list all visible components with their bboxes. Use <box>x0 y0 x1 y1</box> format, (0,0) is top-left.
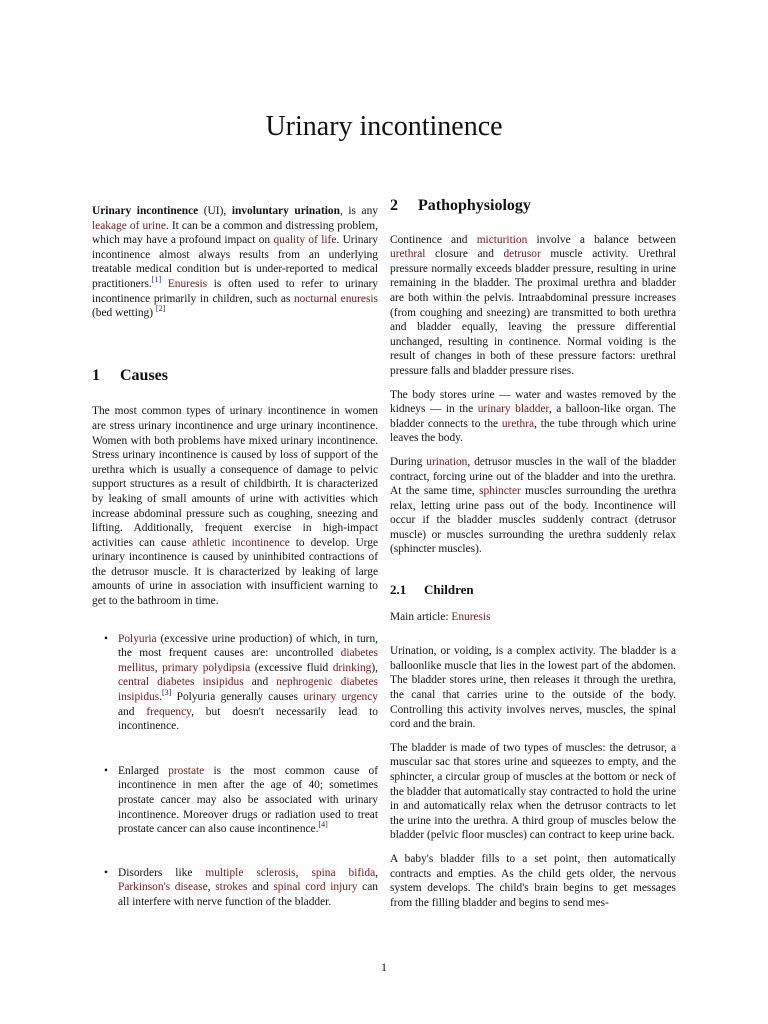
section-title: Causes <box>120 366 169 384</box>
paragraph: The body stores urine — water and wastes removed by the kidneys — in the urinary bladder, a balloon-like organ. The bladder connects to the urethra, the tube through which urine leaves the body. <box>390 388 676 445</box>
wiki-link[interactable]: diabetes mellitus <box>118 647 378 674</box>
wiki-link[interactable]: leakage of urine <box>92 219 166 232</box>
wiki-link[interactable]: urination <box>426 455 468 468</box>
bold-term: involuntary urination <box>231 205 340 217</box>
wiki-link[interactable]: central diabetes insipidus <box>118 676 244 689</box>
left-column <box>92 204 378 910</box>
section-number: 2 <box>390 197 398 214</box>
list-item: • Disorders like multiple sclerosis, spina bifida, Parkinson's disease, strokes and spinal cord injury can all interfere with nerve function of the bladder. <box>118 866 378 910</box>
paragraph: A baby's bladder fills to a set point, then automatically contracts and empties. As the child gets older, the nervous system develops. The child's brain begins to get messages from the filling bladder and begins to send mes- <box>390 852 676 909</box>
subsection-title: Children <box>424 582 474 598</box>
wiki-link[interactable]: urethra <box>501 417 535 430</box>
main-article-note: Main article: Enuresis <box>390 610 491 623</box>
page-title: Urinary incontinence <box>265 111 503 142</box>
wiki-link[interactable]: sphincter <box>479 485 521 498</box>
section-title: Pathophysiology <box>418 197 531 214</box>
list-item: • Enlarged prostate is the most common cause of incontinence in men after the age of 40; sometimes prostate cancer may also be associated with urinary incontinence. Moreover drugs or radiation used to treat prostate cancer can also cause incontinence.[4] <box>118 764 378 837</box>
causes-paragraph: The most common types of urinary incontinence in women are stress urinary incontinence and urge urinary incontinence. Women with both problems have mixed urinary incontinence. Stress urinary incontinence is caused by loss of support of the urethra which is usually a consequence of damage to pelvic support structures as a result of childbirth. It is characterized by leaking of small amounts of urine with activities which increase abdominal pressure such as coughing, sneezing and lifting. Additionally, frequent exercise in high-impact activities can cause athletic incontinence to develop. Urge urinary incontinence is caused by uninhibited contractions of the detrusor muscle. It is characterized by leaking of large amounts of urine in association with insufficient warning to get to the bathroom in time. <box>92 405 379 608</box>
wiki-link[interactable]: urinary urgency <box>303 691 378 704</box>
wiki-link[interactable]: Parkinson's disease <box>118 881 208 894</box>
subsection-heading-children <box>390 583 676 598</box>
wiki-link[interactable]: Enuresis <box>451 610 491 623</box>
right-column <box>390 199 676 919</box>
wiki-link[interactable]: multiple sclerosis <box>205 866 296 879</box>
wiki-link[interactable]: strokes <box>215 881 248 894</box>
paragraph: The bladder is made of two types of muscles: the detrusor, a muscular sac that stores urine and squeezes to empty, and the sphincter, a circular group of muscles at the bottom or neck of the bladder that automatically stay contracted to hold the urine in and automatically relax when the detrusor contracts to let the urine into the urethra. A third group of muscles below the bladder (pelvic floor muscles) can contract to keep urine back. <box>390 741 676 842</box>
citation-link[interactable]: [1] <box>151 275 162 285</box>
wiki-link[interactable]: athletic incontinence <box>192 536 290 549</box>
section-number: 1 <box>92 366 100 384</box>
page-number: 1 <box>381 960 387 974</box>
wiki-link[interactable]: drinking <box>332 661 372 674</box>
subsection-number: 2.1 <box>390 582 407 598</box>
citation-link[interactable]: [3] <box>162 688 172 698</box>
wiki-link[interactable]: quality of life <box>273 234 337 247</box>
wiki-link[interactable]: Enuresis <box>167 277 208 290</box>
paragraph: Urination, or voiding, is a complex activity. The bladder is a balloonlike muscle that lies in the lowest part of the abdomen. The bladder stores urine, then releases it through the urethra, the canal that carries urine to the outside of the body. Controlling this activity involves nerves, muscles, the spinal cord and the brain. <box>390 645 676 731</box>
wiki-link[interactable]: urethral <box>390 248 426 261</box>
wiki-link[interactable]: micturition <box>476 233 528 246</box>
wiki-link[interactable]: detrusor <box>503 248 541 261</box>
wiki-link[interactable]: primary polydipsia <box>162 661 251 674</box>
section-heading-causes <box>92 366 378 384</box>
wiki-link[interactable]: nocturnal enuresis <box>293 292 378 305</box>
wiki-link[interactable]: spinal cord injury <box>273 881 358 894</box>
wiki-link[interactable]: frequency <box>146 705 192 718</box>
wiki-link[interactable]: urinary bladder <box>477 403 549 416</box>
wiki-link[interactable]: prostate <box>168 764 205 777</box>
citation-link[interactable]: [4] <box>318 820 328 830</box>
bold-term: Urinary incontinence <box>92 205 199 217</box>
causes-list <box>92 632 378 910</box>
wiki-link[interactable]: spina bifida <box>311 866 376 879</box>
paragraph: During urination, detrusor muscles in the wall of the bladder contract, forcing urine out of the bladder and into the urethra. At the same time, sphincter muscles surrounding the urethra relax, letting urine pass out of the body. Incontinence will occur if the bladder muscles suddenly contract (detrusor muscle) or muscles surrounding the urethra suddenly relax (sphincter muscles). <box>390 455 676 556</box>
wiki-link[interactable]: nephrogenic diabetes insipidus <box>118 676 378 704</box>
wiki-link[interactable]: Polyuria <box>118 632 157 645</box>
paragraph: Continence and micturition involve a balance between urethral closure and detrusor muscle activity. Urethral pressure normally exceeds bladder pressure, resulting in urine remaining in the bladder. The proximal urethra and bladder are both within the pelvis. Intraabdominal pressure increases (from coughing and sneezing) are transmitted to both urethra and bladder equally, leaving the pressure differential unchanged, resulting in continence. Normal voiding is the result of changes in both of these pressure factors: urethral pressure falls and bladder pressure rises. <box>390 233 676 377</box>
list-item: • Polyuria (excessive urine production) of which, in turn, the most frequent causes are: uncontrolled diabetes mellitus, primary polydipsia (excessive fluid drinking), central diabetes insipidus and nephrogenic diabetes insipidus.[3] Polyuria generally causes urinary urgency and frequency, but doesn't necessarily lead to incontinence. <box>118 632 378 734</box>
section-heading-pathophysiology <box>390 199 676 214</box>
intro-paragraph: Urinary incontinence (UI), involuntary urination, is any leakage of urine. It can be a common and distressing problem, which may have a profound impact on quality of life. Urinary incontinence almost always results from an underlying treatable medical condition but is under-reported to medical practitioners.[1] Enuresis is often used to refer to urinary incontinence primarily in children, such as nocturnal enuresis (bed wetting) [2] <box>92 205 379 320</box>
citation-link[interactable]: [2] <box>155 304 166 314</box>
